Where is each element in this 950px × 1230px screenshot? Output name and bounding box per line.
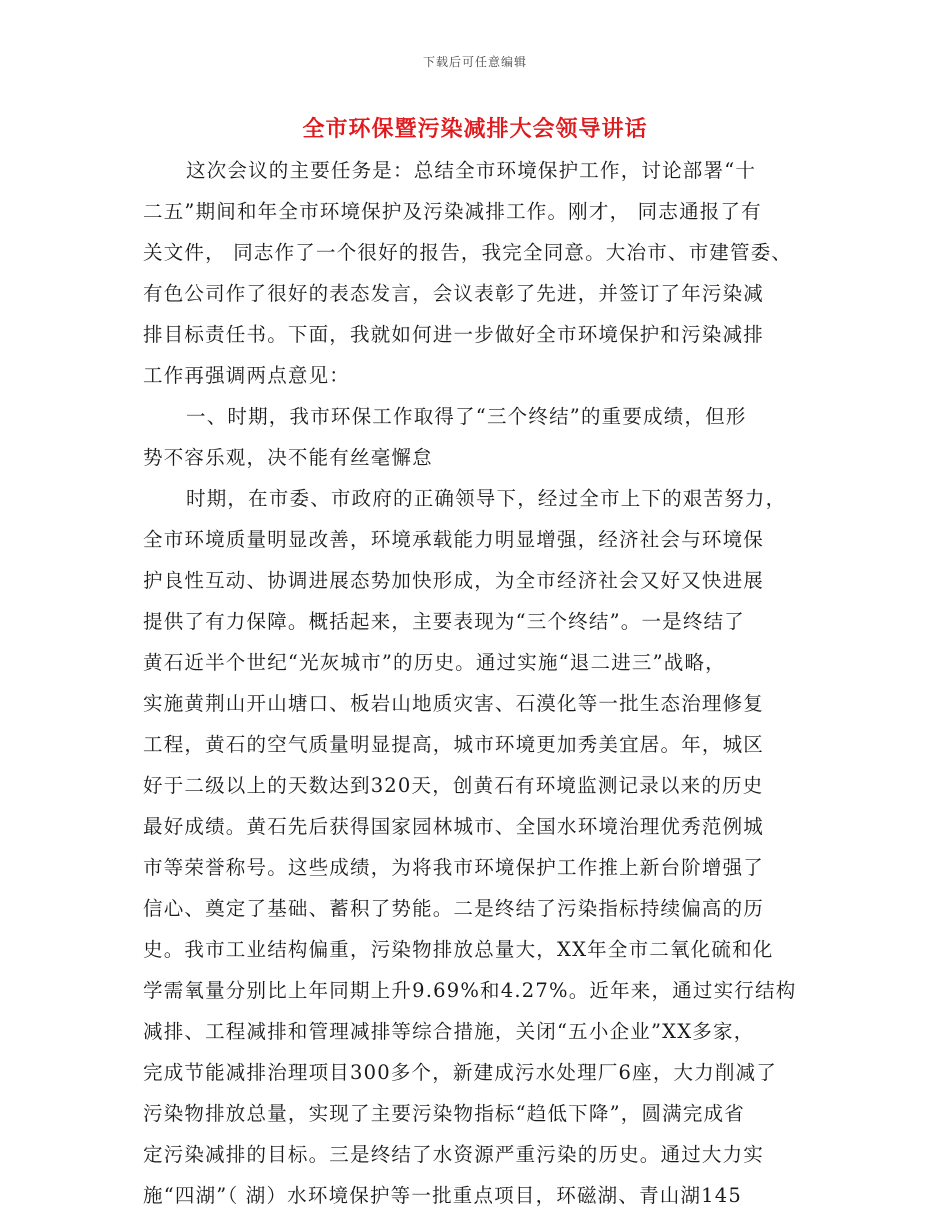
- text-line: 黄石近半个世纪“光灰城市”的历史。通过实施“退二进三”战略，: [143, 651, 726, 674]
- text-line: 史。我市工业结构偏重，污染物排放总量大，XX年全市二氧化硫和化: [143, 938, 774, 961]
- document-title: 全市环保暨污染减排大会领导讲话: [302, 116, 648, 142]
- header-note: 下载后可任意编辑: [422, 55, 527, 69]
- text-line: 排目标责任书。下面，我就如何进一步做好全市环境保护和污染减排: [143, 323, 765, 346]
- text-line: 护良性互动、协调进展态势加快形成，为全市经济社会又好又快进展: [143, 569, 765, 592]
- text-line: 最好成绩。黄石先后获得国家园林城市、全国水环境治理优秀范例城: [143, 815, 765, 838]
- text-line: 提供了有力保障。概括起来，主要表现为“三个终结”。一是终结了: [143, 610, 745, 633]
- text-line: 减排、工程减排和管理减排等综合措施，关闭“五小企业”XX多家，: [143, 1020, 755, 1043]
- text-line: 势不容乐观，决不能有丝毫懈怠: [143, 446, 433, 469]
- text-line: 时期，在市委、市政府的正确领导下，经过全市上下的艰苦努力，: [186, 487, 787, 510]
- text-line: 信心、奠定了基础、蓄积了势能。二是终结了污染指标持续偏高的历: [143, 897, 765, 920]
- text-line: 好于二级以上的天数达到320天，创黄石有环境监测记录以来的历史: [143, 774, 764, 797]
- text-line: 工程，黄石的空气质量明显提高，城市环境更加秀美宜居。年，城区: [143, 733, 765, 756]
- text-line: 全市环境质量明显改善，环境承载能力明显增强，经济社会与环境保: [143, 528, 765, 551]
- text-line: 实施黄荆山开山塘口、板岩山地质灾害、石漠化等一批生态治理修复: [143, 692, 765, 715]
- text-line: 市等荣誉称号。这些成绩，为将我市环境保护工作推上新台阶增强了: [143, 856, 765, 879]
- text-line: 一、时期，我市环保工作取得了“三个终结”的重要成绩，但形: [186, 405, 747, 428]
- text-line: 定污染减排的目标。三是终结了水资源严重污染的历史。通过大力实: [143, 1143, 765, 1166]
- text-line: 关文件， 同志作了一个很好的报告，我完全同意。大冶市、市建管委、: [143, 241, 793, 264]
- text-line: 完成节能减排治理项目300多个，新建成污水处理厂6座，大力削减了: [143, 1061, 778, 1084]
- text-line: 工作再强调两点意见：: [143, 364, 351, 387]
- text-line: 施“四湖”（ 湖）水环境保护等一批重点项目，环磁湖、青山湖145: [143, 1184, 743, 1207]
- text-line: 二五”期间和年全市环境保护及污染减排工作。刚才， 同志通报了有: [143, 200, 762, 223]
- text-line: 有色公司作了很好的表态发言，会议表彰了先进，并签订了年污染减: [143, 282, 765, 305]
- text-line: 污染物排放总量，实现了主要污染物指标“趋低下降”，圆满完成省: [143, 1102, 745, 1125]
- text-line: 这次会议的主要任务是：总结全市环境保护工作，讨论部署“十: [186, 159, 757, 182]
- text-line: 学需氧量分别比上年同期上升9.69%和4.27%。近年来，通过实行结构: [143, 979, 797, 1002]
